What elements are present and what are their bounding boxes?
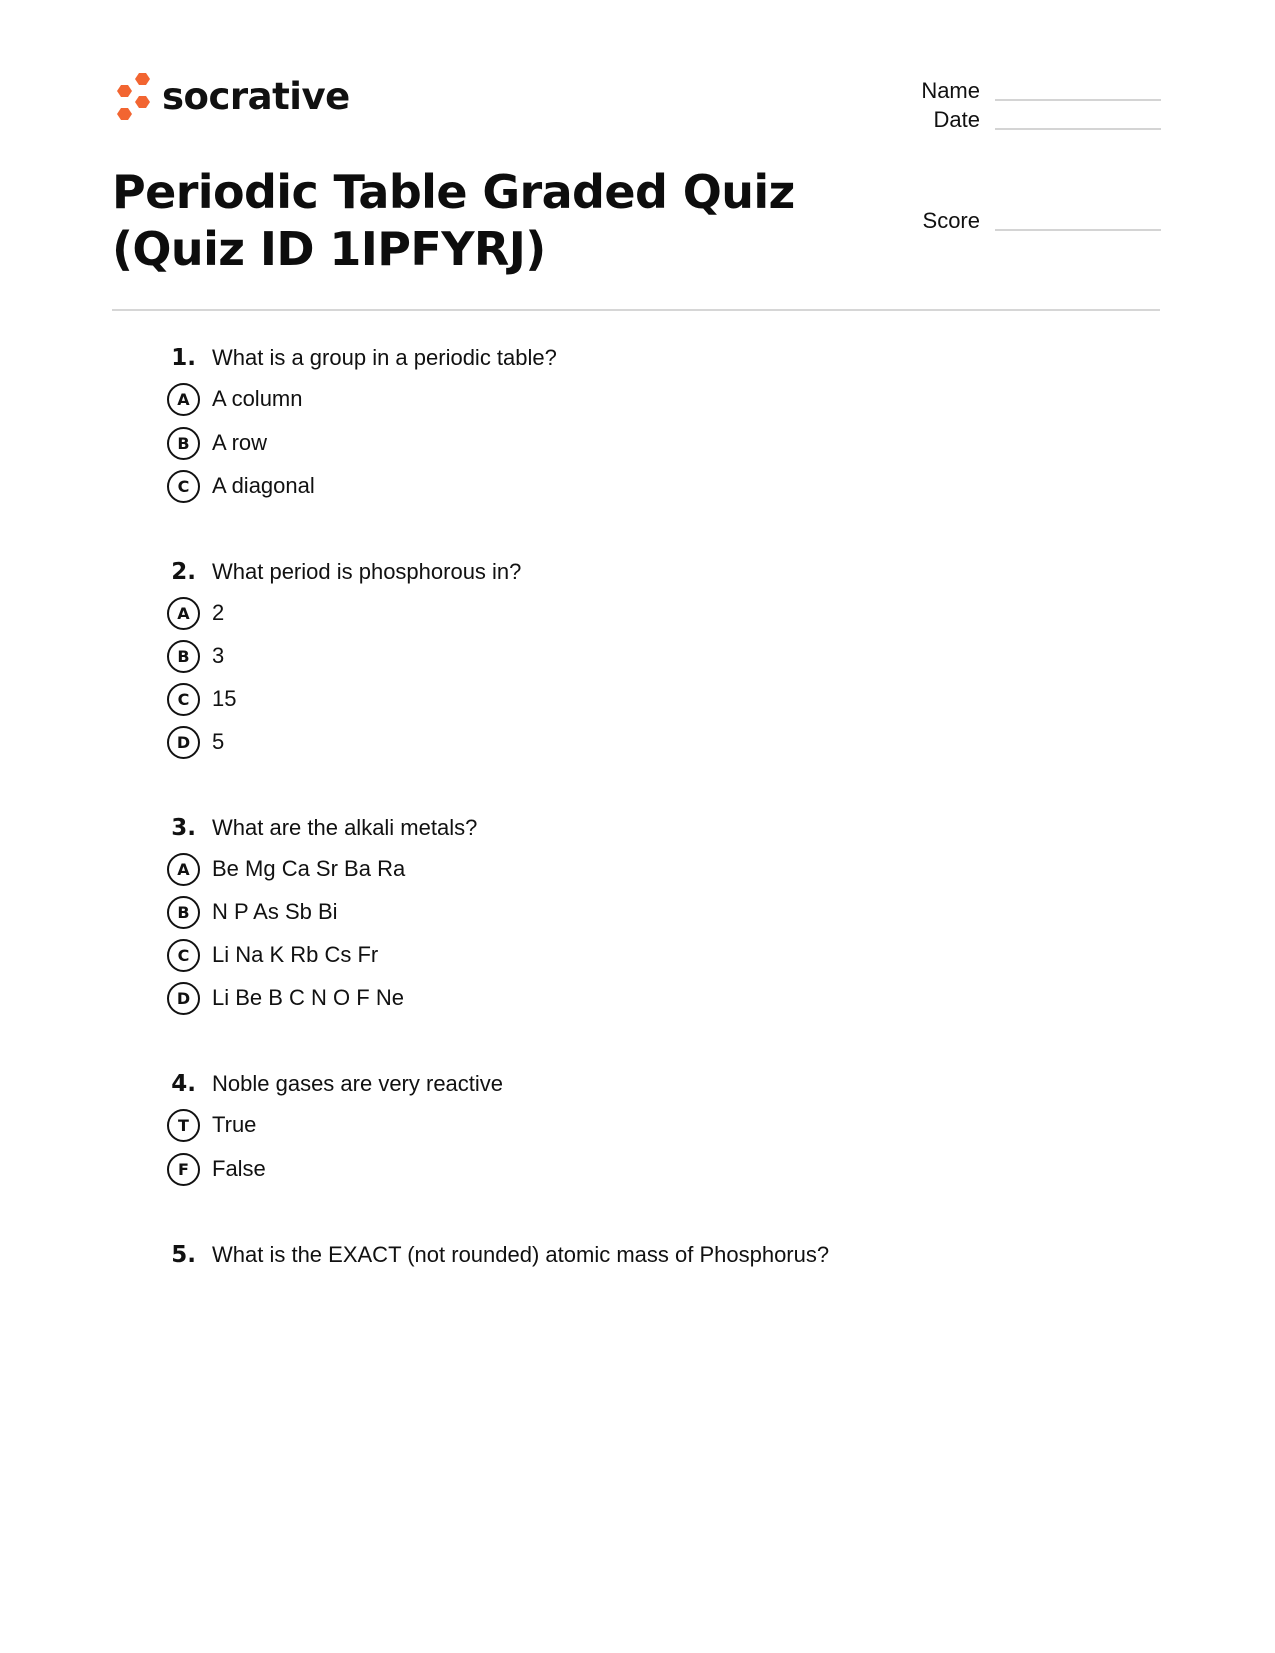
option-text: Be Mg Ca Sr Ba Ra	[212, 856, 406, 881]
question-5	[160, 1242, 1060, 1272]
question-text: Noble gases are very reactive	[212, 1071, 504, 1096]
option-text: True	[212, 1112, 257, 1137]
date-input-line[interactable]	[995, 128, 1161, 130]
question-number: 2.	[171, 559, 196, 585]
question-text: What are the alkali metals?	[212, 815, 478, 840]
option-b-bubble[interactable]: B	[167, 427, 200, 460]
question-text: What is the EXACT (not rounded) atomic mass of Phosphorus?	[212, 1242, 830, 1267]
brand-name: socrative	[162, 74, 350, 118]
question-number: 4.	[171, 1071, 196, 1097]
answer-option-a[interactable]	[167, 596, 224, 630]
score-input-line[interactable]	[995, 229, 1161, 231]
answer-option-false[interactable]	[167, 1152, 266, 1186]
name-field[interactable]	[880, 78, 1161, 104]
date-label: Date	[933, 107, 980, 132]
option-text: 2	[212, 600, 225, 625]
question-2	[160, 559, 1060, 754]
option-c-bubble[interactable]: C	[167, 470, 200, 503]
question-4	[160, 1071, 1060, 1181]
quiz-title: Periodic Table Graded Quiz (Quiz ID 1IPFYRJ)	[112, 165, 795, 276]
answer-option-c[interactable]	[167, 682, 236, 716]
date-field[interactable]	[880, 107, 1161, 133]
option-text: 3	[212, 643, 225, 668]
option-c-bubble[interactable]: C	[167, 683, 200, 716]
option-b-bubble[interactable]: B	[167, 896, 200, 929]
header-divider	[112, 309, 1160, 311]
question-text: What is a group in a periodic table?	[212, 345, 557, 370]
option-f-bubble[interactable]: F	[167, 1153, 200, 1186]
question-number: 3.	[171, 815, 196, 841]
question-text: What period is phosphorous in?	[212, 559, 522, 584]
option-t-bubble[interactable]: T	[167, 1109, 200, 1142]
answer-option-c[interactable]	[167, 938, 378, 972]
option-b-bubble[interactable]: B	[167, 640, 200, 673]
option-d-bubble[interactable]: D	[167, 726, 200, 759]
question-3	[160, 815, 1060, 1010]
name-label: Name	[921, 78, 980, 103]
score-label: Score	[922, 208, 980, 233]
option-text: A column	[212, 386, 303, 411]
answer-option-a[interactable]	[167, 852, 405, 886]
option-text: 5	[212, 729, 225, 754]
option-text: A diagonal	[212, 473, 315, 498]
option-a-bubble[interactable]: A	[167, 853, 200, 886]
hexagon-cluster-logo-icon	[112, 72, 152, 124]
option-text: N P As Sb Bi	[212, 899, 338, 924]
option-text: A row	[212, 430, 268, 455]
answer-option-b[interactable]	[167, 426, 267, 460]
option-text: 15	[212, 686, 237, 711]
option-a-bubble[interactable]: A	[167, 597, 200, 630]
option-text: Li Na K Rb Cs Fr	[212, 942, 379, 967]
answer-option-true[interactable]	[167, 1108, 256, 1142]
question-number: 5.	[171, 1242, 196, 1268]
answer-option-d[interactable]	[167, 725, 224, 759]
answer-option-d[interactable]	[167, 981, 404, 1015]
option-d-bubble[interactable]: D	[167, 982, 200, 1015]
question-number: 1.	[171, 345, 196, 371]
question-1	[160, 345, 1060, 498]
answer-option-c[interactable]	[167, 469, 315, 503]
score-field[interactable]	[880, 208, 1161, 234]
socrative-logo	[112, 72, 350, 124]
answer-option-a[interactable]	[167, 382, 303, 416]
option-text: Li Be B C N O F Ne	[212, 985, 404, 1010]
answer-option-b[interactable]	[167, 895, 338, 929]
option-a-bubble[interactable]: A	[167, 383, 200, 416]
answer-option-b[interactable]	[167, 639, 224, 673]
name-input-line[interactable]	[995, 99, 1161, 101]
option-c-bubble[interactable]: C	[167, 939, 200, 972]
option-text: False	[212, 1156, 266, 1181]
